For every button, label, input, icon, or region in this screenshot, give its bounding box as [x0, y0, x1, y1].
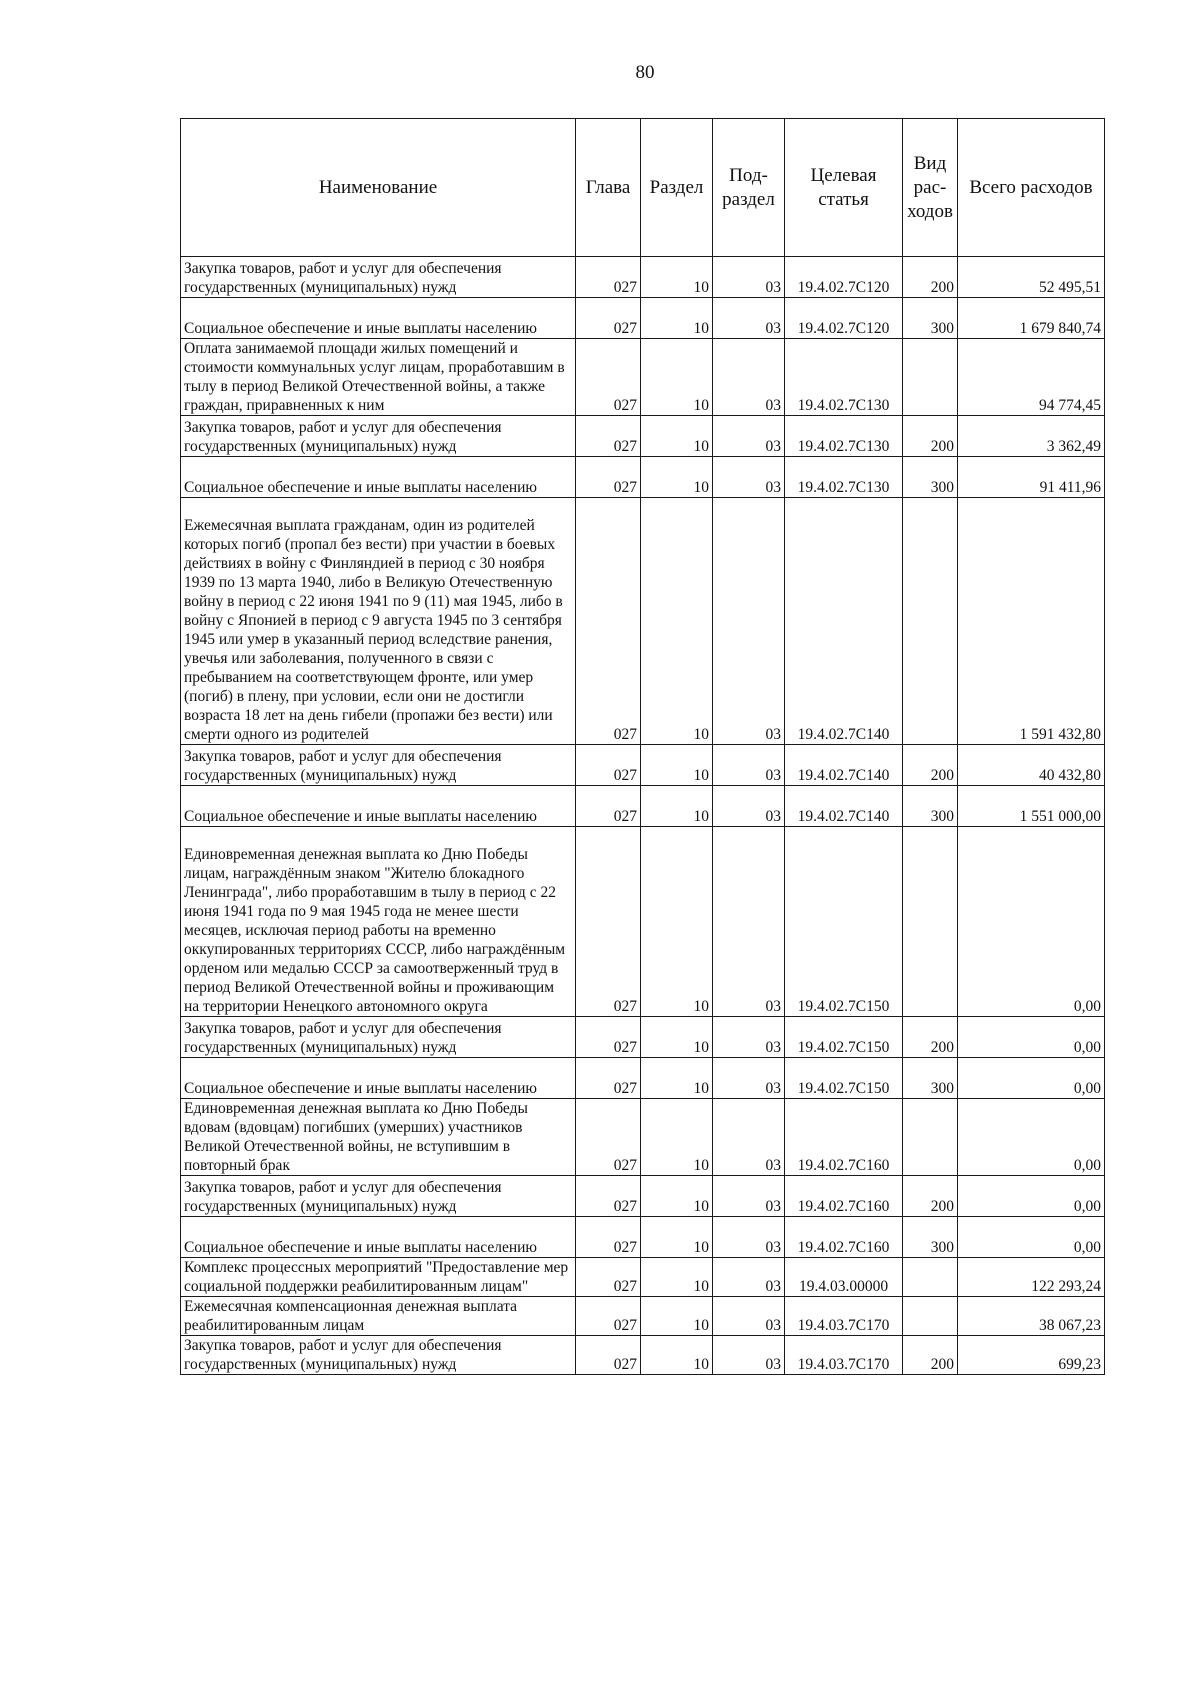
cell-vid: 200	[903, 1336, 958, 1375]
cell-total: 38 067,23	[958, 1297, 1105, 1336]
cell-razdel: 10	[641, 1258, 713, 1297]
cell-podrazdel: 03	[713, 1297, 785, 1336]
cell-celevaya: 19.4.02.7С160	[785, 1176, 903, 1217]
header-vid-line2: рас-	[913, 176, 947, 198]
cell-vid	[903, 339, 958, 416]
cell-vid: 300	[903, 457, 958, 498]
cell-celevaya: 19.4.02.7С120	[785, 298, 903, 339]
cell-razdel: 10	[641, 1017, 713, 1058]
cell-total: 52 495,51	[958, 257, 1105, 298]
cell-razdel: 10	[641, 745, 713, 786]
header-celevaya-line1: Целевая	[810, 164, 877, 186]
cell-glava: 027	[576, 339, 641, 416]
cell-razdel: 10	[641, 827, 713, 1017]
cell-total: 3 362,49	[958, 416, 1105, 457]
cell-celevaya: 19.4.02.7С140	[785, 498, 903, 745]
cell-razdel: 10	[641, 339, 713, 416]
cell-total: 1 679 840,74	[958, 298, 1105, 339]
header-vid-line3: ходов	[907, 200, 953, 222]
cell-vid: 300	[903, 298, 958, 339]
cell-razdel: 10	[641, 1058, 713, 1099]
cell-name: Закупка товаров, работ и услуг для обеспечения государственных (муниципальных) нужд	[181, 416, 576, 457]
cell-razdel: 10	[641, 457, 713, 498]
cell-celevaya: 19.4.02.7С130	[785, 339, 903, 416]
cell-podrazdel: 03	[713, 1258, 785, 1297]
cell-vid: 300	[903, 1058, 958, 1099]
page-number: 80	[635, 62, 655, 83]
cell-total: 40 432,80	[958, 745, 1105, 786]
header-vid-line1: Вид	[913, 152, 947, 174]
cell-total: 0,00	[958, 827, 1105, 1017]
cell-name: Закупка товаров, работ и услуг для обеспечения государственных (муниципальных) нужд	[181, 257, 576, 298]
cell-name: Ежемесячная выплата гражданам, один из родителей которых погиб (пропал без вести) при участии в боевых действиях в войну с Финляндией в период с 30 ноября 1939 по 13 марта 1940, либо в Великую Отечественную войну в период с 22 июня 1941 по 9 (11) мая 1945, либо в войну с Японией в период с 9 августа 1945 по 3 сентября 1945 или умер в указанный период вследствие ранения, увечья или заболевания, полученного в связи с пребыванием на соответствующем фронте, или умер (погиб) в плену, при условии, если они не достигли возраста 18 лет на день гибели (пропажи без вести) или смерти одного из родителей	[181, 498, 576, 745]
cell-total: 0,00	[958, 1099, 1105, 1176]
cell-razdel: 10	[641, 1336, 713, 1375]
cell-razdel: 10	[641, 298, 713, 339]
cell-podrazdel: 03	[713, 1099, 785, 1176]
cell-razdel: 10	[641, 786, 713, 827]
table-row	[181, 298, 1105, 339]
cell-celevaya: 19.4.02.7С160	[785, 1217, 903, 1258]
cell-total: 91 411,96	[958, 457, 1105, 498]
cell-glava: 027	[576, 786, 641, 827]
table-row	[181, 498, 1105, 745]
cell-glava: 027	[576, 498, 641, 745]
table-row	[181, 1017, 1105, 1058]
cell-glava: 027	[576, 827, 641, 1017]
cell-celevaya: 19.4.02.7С140	[785, 786, 903, 827]
cell-glava: 027	[576, 745, 641, 786]
cell-podrazdel: 03	[713, 257, 785, 298]
header-podrazdel	[713, 119, 785, 257]
cell-name: Единовременная денежная выплата ко Дню Победы лицам, награждённым знаком "Жителю блокадного Ленинграда", либо проработавшим в тылу в период с 22 июня 1941 года по 9 мая 1945 года не менее шести месяцев, исключая период работы на временно оккупированных территориях СССР, либо награждённым орденом или медалью СССР за самоотверженный труд в период Великой Отечественной войны и проживающим на территории Ненецкого автономного округа	[181, 827, 576, 1017]
cell-podrazdel: 03	[713, 498, 785, 745]
cell-name: Закупка товаров, работ и услуг для обеспечения государственных (муниципальных) нужд	[181, 1017, 576, 1058]
cell-podrazdel: 03	[713, 416, 785, 457]
cell-name: Закупка товаров, работ и услуг для обеспечения государственных (муниципальных) нужд	[181, 1176, 576, 1217]
cell-celevaya: 19.4.02.7С160	[785, 1099, 903, 1176]
cell-vid	[903, 498, 958, 745]
cell-celevaya: 19.4.02.7С150	[785, 1058, 903, 1099]
header-podrazdel-line1: Под-	[729, 164, 768, 186]
cell-name: Закупка товаров, работ и услуг для обеспечения государственных (муниципальных) нужд	[181, 745, 576, 786]
cell-celevaya: 19.4.03.00000	[785, 1258, 903, 1297]
table-row	[181, 745, 1105, 786]
cell-glava: 027	[576, 1099, 641, 1176]
header-razdel: Раздел	[641, 119, 713, 257]
cell-total: 122 293,24	[958, 1258, 1105, 1297]
header-celevaya	[785, 119, 903, 257]
cell-celevaya: 19.4.02.7С140	[785, 745, 903, 786]
cell-name: Социальное обеспечение и иные выплаты населению	[181, 1217, 576, 1258]
table-row	[181, 786, 1105, 827]
cell-name: Социальное обеспечение и иные выплаты населению	[181, 457, 576, 498]
header-celevaya-line2: статья	[818, 188, 869, 210]
table-row	[181, 257, 1105, 298]
cell-podrazdel: 03	[713, 1017, 785, 1058]
cell-razdel: 10	[641, 257, 713, 298]
cell-podrazdel: 03	[713, 745, 785, 786]
cell-vid: 200	[903, 416, 958, 457]
cell-total: 0,00	[958, 1058, 1105, 1099]
cell-podrazdel: 03	[713, 1336, 785, 1375]
cell-total: 94 774,45	[958, 339, 1105, 416]
cell-razdel: 10	[641, 1297, 713, 1336]
cell-razdel: 10	[641, 498, 713, 745]
cell-vid: 300	[903, 786, 958, 827]
cell-celevaya: 19.4.02.7С120	[785, 257, 903, 298]
cell-podrazdel: 03	[713, 1058, 785, 1099]
cell-vid: 200	[903, 745, 958, 786]
cell-glava: 027	[576, 1217, 641, 1258]
table-row	[181, 416, 1105, 457]
table-row	[181, 1217, 1105, 1258]
cell-vid	[903, 1297, 958, 1336]
cell-glava: 027	[576, 257, 641, 298]
cell-podrazdel: 03	[713, 827, 785, 1017]
cell-total: 1 551 000,00	[958, 786, 1105, 827]
table-row	[181, 1336, 1105, 1375]
table-row	[181, 1099, 1105, 1176]
cell-podrazdel: 03	[713, 457, 785, 498]
cell-name: Оплата занимаемой площади жилых помещений и стоимости коммунальных услуг лицам, проработавшим в тылу в период Великой Отечественной войны, а также граждан, приравненных к ним	[181, 339, 576, 416]
table-row	[181, 827, 1105, 1017]
cell-name: Социальное обеспечение и иные выплаты населению	[181, 786, 576, 827]
cell-podrazdel: 03	[713, 786, 785, 827]
cell-vid: 200	[903, 1017, 958, 1058]
cell-podrazdel: 03	[713, 1176, 785, 1217]
table-row	[181, 339, 1105, 416]
cell-podrazdel: 03	[713, 339, 785, 416]
cell-celevaya: 19.4.03.7С170	[785, 1336, 903, 1375]
cell-podrazdel: 03	[713, 298, 785, 339]
cell-total: 0,00	[958, 1217, 1105, 1258]
cell-glava: 027	[576, 416, 641, 457]
cell-glava: 027	[576, 1017, 641, 1058]
cell-vid: 200	[903, 1176, 958, 1217]
cell-name: Закупка товаров, работ и услуг для обеспечения государственных (муниципальных) нужд	[181, 1336, 576, 1375]
cell-name: Ежемесячная компенсационная денежная выплата реабилитированным лицам	[181, 1297, 576, 1336]
table-row	[181, 457, 1105, 498]
cell-glava: 027	[576, 1058, 641, 1099]
cell-vid	[903, 1258, 958, 1297]
budget-table	[180, 118, 1105, 1375]
table-row	[181, 1297, 1105, 1336]
cell-celevaya: 19.4.03.7С170	[785, 1297, 903, 1336]
header-total: Всего расходов	[958, 119, 1105, 257]
cell-name: Социальное обеспечение и иные выплаты населению	[181, 1058, 576, 1099]
cell-vid	[903, 1099, 958, 1176]
cell-name: Единовременная денежная выплата ко Дню Победы вдовам (вдовцам) погибших (умерших) участников Великой Отечественной войны, не вступившим в повторный брак	[181, 1099, 576, 1176]
header-glava: Глава	[576, 119, 641, 257]
cell-celevaya: 19.4.02.7С150	[785, 827, 903, 1017]
table-row	[181, 1258, 1105, 1297]
cell-vid	[903, 827, 958, 1017]
table-row	[181, 1058, 1105, 1099]
cell-glava: 027	[576, 1297, 641, 1336]
cell-total: 0,00	[958, 1017, 1105, 1058]
header-name: Наименование	[181, 119, 576, 257]
table-row	[181, 1176, 1105, 1217]
cell-glava: 027	[576, 1336, 641, 1375]
table-header-row	[181, 119, 1105, 257]
cell-celevaya: 19.4.02.7С130	[785, 457, 903, 498]
cell-razdel: 10	[641, 1176, 713, 1217]
cell-podrazdel: 03	[713, 1217, 785, 1258]
header-podrazdel-line2: раздел	[722, 188, 775, 210]
cell-name: Комплекс процессных мероприятий "Предоставление мер социальной поддержки реабилитированным лицам"	[181, 1258, 576, 1297]
cell-glava: 027	[576, 1176, 641, 1217]
header-vid	[903, 119, 958, 257]
cell-razdel: 10	[641, 1099, 713, 1176]
cell-celevaya: 19.4.02.7С150	[785, 1017, 903, 1058]
cell-razdel: 10	[641, 1217, 713, 1258]
cell-name: Социальное обеспечение и иные выплаты населению	[181, 298, 576, 339]
cell-vid: 200	[903, 257, 958, 298]
cell-razdel: 10	[641, 416, 713, 457]
cell-total: 699,23	[958, 1336, 1105, 1375]
cell-glava: 027	[576, 298, 641, 339]
cell-total: 0,00	[958, 1176, 1105, 1217]
cell-total: 1 591 432,80	[958, 498, 1105, 745]
cell-vid: 300	[903, 1217, 958, 1258]
cell-glava: 027	[576, 457, 641, 498]
cell-glava: 027	[576, 1258, 641, 1297]
cell-celevaya: 19.4.02.7С130	[785, 416, 903, 457]
